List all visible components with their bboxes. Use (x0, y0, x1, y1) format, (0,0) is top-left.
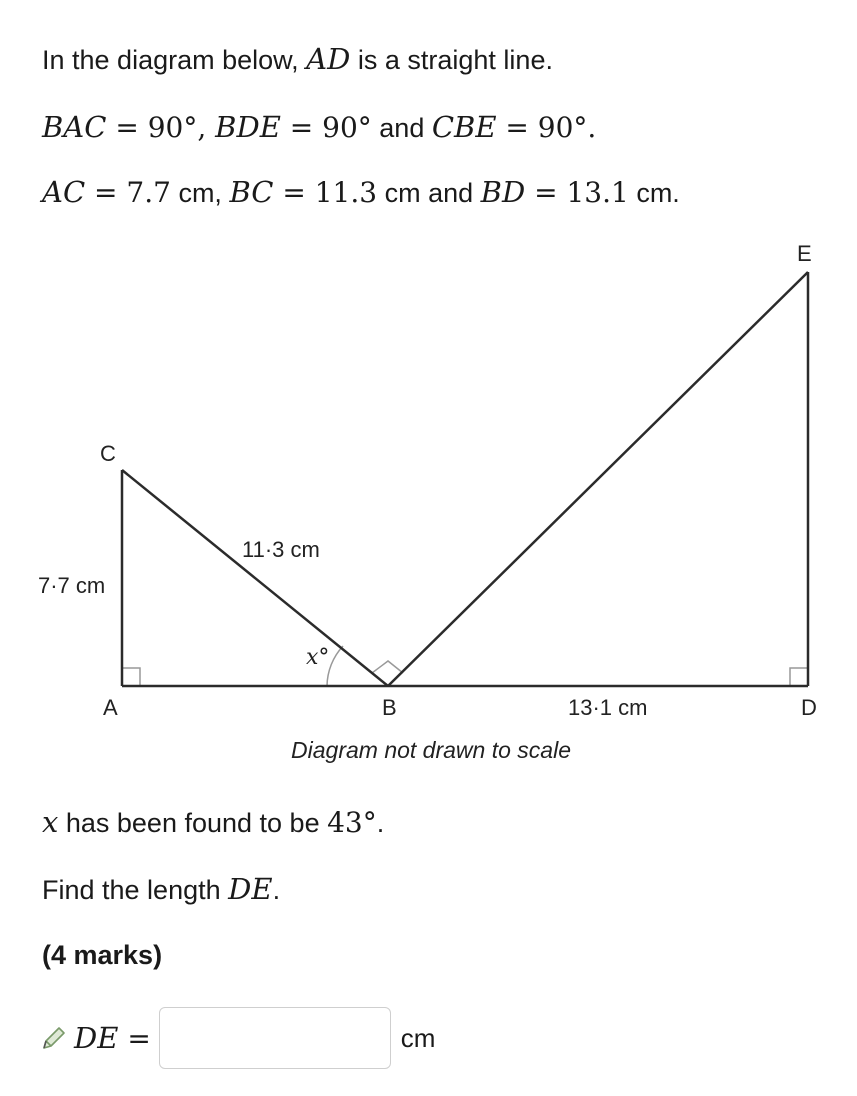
label-b: B (382, 695, 397, 720)
pencil-icon (40, 1024, 68, 1052)
and-text: and (371, 113, 432, 143)
bac-value: = 90° (106, 111, 198, 144)
ac-unit: cm, (170, 178, 230, 208)
found-text: has been found to be (58, 808, 328, 838)
var-x: x (42, 805, 59, 839)
bd-unit: cm. (628, 178, 680, 208)
var-ad: AD (306, 42, 351, 76)
answer-unit: cm (400, 1022, 436, 1053)
var-bde: BDE (215, 110, 281, 144)
right-angle-b (372, 661, 403, 673)
answer-row (40, 1005, 435, 1071)
line-be (388, 272, 808, 686)
angles-line (42, 110, 596, 144)
label-c: C (100, 441, 116, 466)
angle-x-label: x° (306, 645, 330, 670)
right-angle-d (790, 668, 808, 686)
found-end: . (376, 808, 385, 838)
label-a: A (103, 695, 118, 720)
lengths-line (42, 175, 680, 209)
var-cbe: CBE (431, 110, 497, 144)
var-ac: AC (42, 175, 86, 209)
length-bc-label: 11·3 cm (242, 537, 320, 562)
var-bac: BAC (42, 110, 107, 144)
var-bd: BD (480, 175, 526, 209)
marks-label: (4 marks) (42, 940, 163, 970)
intro-text-1: In the diagram below, (42, 45, 307, 75)
label-e: E (797, 241, 812, 266)
label-d: D (801, 695, 817, 720)
answer-var-de: DE (74, 1020, 119, 1055)
bc-unit: cm and (377, 178, 481, 208)
answer-equals: = (118, 1021, 151, 1055)
right-angle-a (122, 668, 140, 686)
geometry-diagram (0, 230, 857, 770)
x-value: 43° (327, 806, 377, 839)
bde-value: = 90° (280, 111, 372, 144)
task-end: . (272, 875, 281, 905)
intro-text-2: is a straight line. (350, 45, 553, 75)
intro-line (42, 42, 553, 76)
task-line (42, 872, 280, 906)
angles-end: . (587, 111, 597, 144)
diagram-caption: Diagram not drawn to scale (291, 737, 571, 763)
ac-value: = 7.7 (85, 176, 171, 209)
var-de: DE (228, 872, 273, 906)
length-ac-label: 7·7 cm (38, 573, 106, 598)
task-text: Find the length (42, 875, 229, 905)
bd-value: = 13.1 (525, 176, 629, 209)
line-cb (122, 470, 388, 686)
sep-1: , (197, 111, 216, 144)
length-bd-label: 13·1 cm (568, 695, 648, 720)
cbe-value: = 90° (496, 111, 588, 144)
answer-lhs (74, 1021, 151, 1056)
answer-input[interactable] (159, 1007, 391, 1069)
bc-value: = 11.3 (273, 176, 378, 209)
found-line (42, 805, 384, 839)
var-bc: BC (229, 175, 274, 209)
